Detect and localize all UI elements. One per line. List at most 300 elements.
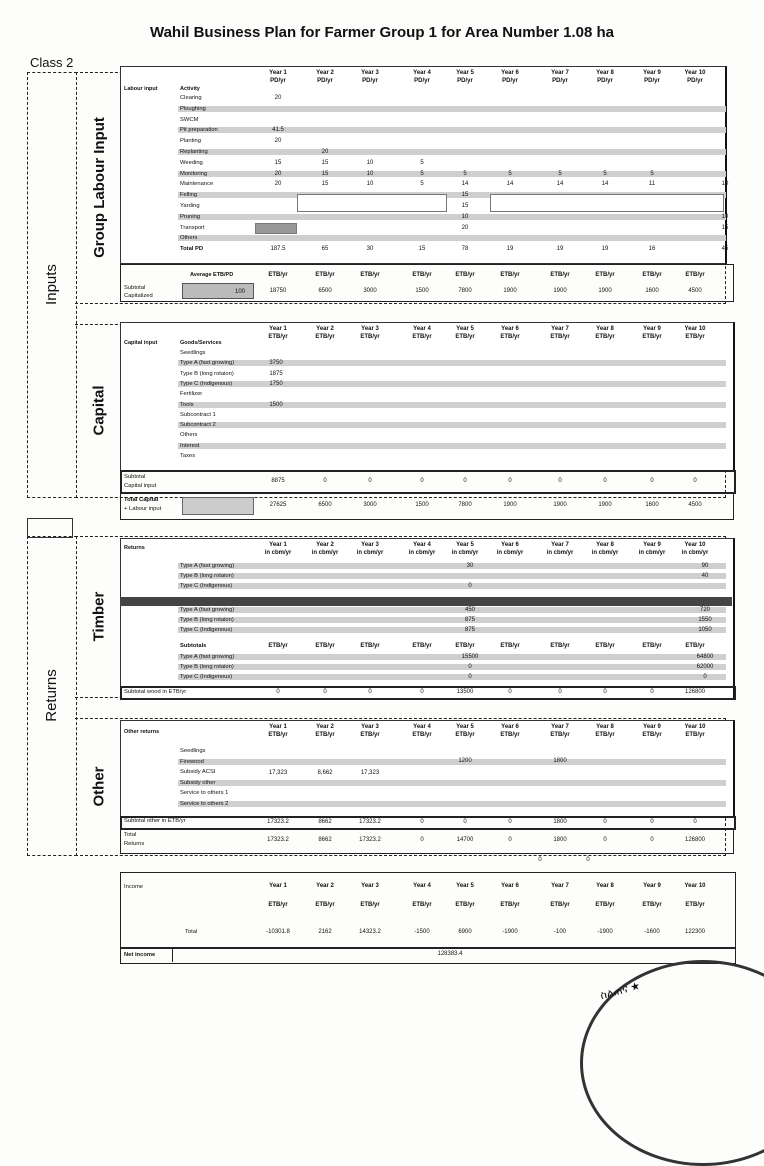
returns-label: Returns	[42, 668, 60, 722]
labour-cell: 10	[461, 213, 469, 220]
labour-row-band	[178, 235, 726, 241]
total-capital-shade	[182, 497, 254, 515]
net-income-box	[120, 948, 736, 964]
labour-cell: 5	[558, 170, 562, 177]
labour-capitalized-label: Capitalized	[124, 293, 153, 299]
labour-cell: 10	[366, 170, 374, 177]
year-header: Year 4	[413, 326, 431, 332]
year-header: Year 3	[361, 724, 379, 730]
timber-year10-cell: 64800	[696, 654, 714, 660]
year-header: Year 1	[269, 724, 287, 730]
year-unit: in cbm/yr	[451, 550, 479, 556]
timber-year10-cell: 62000	[696, 664, 714, 670]
other-subtotal-cell: 17323.2	[359, 819, 381, 825]
avg-label: Average ETB/PD	[190, 272, 234, 278]
timber-subtotal-cell: 0	[603, 689, 607, 695]
income-year-header: Year 6	[501, 883, 519, 889]
capital-subtotal-cell: 0	[508, 478, 512, 484]
capital-item-label: Fertilizer	[180, 391, 203, 398]
labour-cell: 20	[461, 224, 469, 231]
capital-subtotal-label: Subtotal	[124, 474, 146, 480]
year-unit: PD/yr	[552, 78, 568, 84]
year-header: Year 2	[316, 542, 334, 548]
capital-total-cell: 27625	[269, 502, 287, 508]
timber-year10-cell: 90	[701, 563, 709, 569]
avg-value: 100	[234, 289, 245, 295]
income-year-header: Year 9	[643, 883, 661, 889]
year-unit: PD/yr	[687, 78, 703, 84]
timber-etb-unit: ETB/yr	[268, 643, 288, 649]
marker-box	[27, 518, 73, 538]
year-header: Year 5	[456, 326, 474, 332]
capital-subtotal-cell: 0	[420, 478, 424, 484]
year-unit: ETB/yr	[642, 334, 662, 340]
subtotal-unit: ETB/yr	[595, 272, 615, 278]
year-header: Year 4	[413, 70, 431, 76]
year-header: Year 6	[501, 724, 519, 730]
year-header: Year 1	[269, 326, 287, 332]
capital-subtotal-cell: 0	[693, 478, 697, 484]
labour-cell: 5	[463, 170, 467, 177]
other-subtotal-label: Subtotal other in ETB/yr	[124, 818, 186, 824]
labour-cell: 15	[461, 203, 469, 209]
total-returns-label: Total	[124, 832, 137, 838]
timber-head-left: Returns	[124, 545, 145, 551]
timber-type-label: Type A (fast growing)	[180, 607, 235, 613]
capital-item-label: Subcontract 1	[180, 411, 216, 418]
year-unit: ETB/yr	[268, 732, 288, 738]
labour-subtotal-cell: 6500	[318, 288, 332, 294]
year-unit: in cbm/yr	[356, 550, 384, 556]
year-header: Year 4	[413, 724, 431, 730]
labour-cell: 15	[321, 170, 329, 177]
subtotal-unit: ETB/yr	[685, 272, 705, 278]
subtotal-unit: ETB/yr	[455, 272, 475, 278]
labour-subtotal-cell: 1900	[503, 288, 517, 294]
subtotal-unit: ETB/yr	[500, 272, 520, 278]
labour-cell: 19	[556, 246, 564, 253]
year-header: Year 8	[596, 542, 614, 548]
other-return-label: Firewood	[180, 758, 204, 765]
other-return-label: Service to others 2	[180, 800, 229, 807]
year-unit: PD/yr	[414, 78, 430, 84]
labour-cell: 5	[650, 170, 654, 177]
timber-etb-unit: ETB/yr	[685, 643, 705, 649]
year-unit: ETB/yr	[685, 732, 705, 738]
income-total-cell: -1600	[644, 929, 660, 935]
capital-row-band	[178, 422, 726, 428]
total-returns-cell: 14700	[456, 837, 474, 843]
year-unit: in cbm/yr	[546, 550, 574, 556]
capital-subtotal-cell: 0	[603, 478, 607, 484]
timber-year5-cell: 875	[464, 627, 475, 633]
labour-cell: 5	[508, 170, 512, 177]
total-returns-cell: 126800	[684, 837, 706, 843]
timber-year10-cell: 40	[701, 573, 709, 579]
income-year-header: Year 3	[361, 883, 379, 889]
year-unit: in cbm/yr	[496, 550, 524, 556]
net-income-value: 128383.4	[437, 951, 463, 957]
year-header: Year 8	[596, 70, 614, 76]
year-unit: PD/yr	[644, 78, 660, 84]
year-unit: ETB/yr	[455, 732, 475, 738]
timber-year5-cell: 450	[464, 607, 475, 613]
total-returns-cell: 17323.2	[267, 837, 289, 843]
year-unit: ETB/yr	[360, 732, 380, 738]
timber-subtotal-cell: 0	[650, 689, 654, 695]
year-unit: ETB/yr	[642, 732, 662, 738]
subtotal-unit: ETB/yr	[642, 272, 662, 278]
timber-subtotal-cell: 0	[323, 689, 327, 695]
labour-subtotal-cell: 18750	[269, 288, 287, 294]
year-header: Year 9	[643, 542, 661, 548]
inputs-label: Inputs	[42, 263, 60, 305]
timber-type-label: Type C (Indigenous)	[180, 627, 233, 633]
income-year-header: Year 10	[684, 883, 706, 889]
capital-subtotal-cell: 0	[463, 478, 467, 484]
labour-cell: 20	[274, 138, 282, 145]
capital-item-label: Type A (fast growing)	[180, 360, 235, 367]
income-total-cell: -10301.8	[266, 929, 290, 935]
capital-total-cell: 1900	[503, 502, 517, 508]
income-year-unit: ETB/yr	[268, 902, 288, 908]
year-header: Year 3	[361, 326, 379, 332]
total-returns-cell: 17323.2	[359, 837, 381, 843]
year-unit: ETB/yr	[595, 334, 615, 340]
timber-etb-unit: ETB/yr	[550, 643, 570, 649]
timber-etb-unit: ETB/yr	[595, 643, 615, 649]
page-title: Wahil Business Plan for Farmer Group 1 for Area Number 1.08 ha	[149, 24, 614, 41]
year-header: Year 10	[684, 542, 706, 548]
year-unit: ETB/yr	[412, 334, 432, 340]
net-income-label: Net income	[124, 952, 156, 958]
year-unit: ETB/yr	[412, 732, 432, 738]
income-total-cell: -100	[553, 929, 566, 935]
year-unit: ETB/yr	[500, 334, 520, 340]
timber-type-label: Type B (long rotaion)	[180, 664, 234, 670]
income-total-cell: 14323.2	[359, 929, 381, 935]
labour-cell: 5	[420, 159, 424, 166]
labour-activity-label: Pit preparation	[180, 127, 218, 134]
other-return-label: Subsidy ACSI	[180, 769, 216, 775]
other-subtotal-cell: 0	[650, 819, 654, 825]
total-returns-label2: Returns	[124, 841, 145, 847]
other-subtotal-cell: 17323.2	[267, 819, 289, 825]
income-year-unit: ETB/yr	[412, 902, 432, 908]
timber-subtotal-cell: 0	[558, 689, 562, 695]
capital-item-label: Interest	[180, 442, 200, 449]
timber-year5-cell: 30	[466, 563, 474, 569]
labour-activity-label: Weeding	[180, 159, 203, 166]
labour-cell: 10	[721, 181, 729, 188]
income-total-cell: 6900	[458, 929, 472, 935]
capital-item-label: Tools	[180, 401, 194, 408]
income-year-unit: ETB/yr	[455, 902, 475, 908]
firewood-year7: 1800	[553, 758, 567, 764]
income-year-unit: ETB/yr	[595, 902, 615, 908]
capital-section-label: Capital	[90, 384, 108, 436]
year-unit: PD/yr	[502, 78, 518, 84]
income-year-header: Year 1	[269, 883, 287, 889]
labour-subtotal-cell: 1900	[553, 288, 567, 294]
year-unit: ETB/yr	[550, 732, 570, 738]
income-total-cell: -1500	[414, 929, 430, 935]
labour-head-activity: Activity	[180, 86, 200, 92]
labour-cell: 14	[556, 181, 564, 188]
year-unit: ETB/yr	[500, 732, 520, 738]
labour-subtotal-cell: 1500	[415, 288, 429, 294]
year-header: Year 6	[501, 326, 519, 332]
labour-activity-label: Pruning	[180, 213, 200, 220]
below-value-2: 0	[586, 857, 590, 863]
year-header: Year 10	[684, 326, 706, 332]
capital-total-cell: 1900	[553, 502, 567, 508]
income-total-cell: 2162	[318, 929, 332, 935]
subsidy-cell: 17,323	[360, 770, 380, 776]
timber-type-label: Type C (Indigenous)	[180, 674, 233, 680]
total-returns-cell: 8662	[318, 837, 332, 843]
year-header: Year 7	[551, 542, 569, 548]
labour-subtotal-cell: 7800	[458, 288, 472, 294]
year-unit: PD/yr	[362, 78, 378, 84]
subtotal-unit: ETB/yr	[360, 272, 380, 278]
total-returns-cell: 0	[650, 837, 654, 843]
timber-year10-cell: 720	[699, 607, 710, 613]
year-header: Year 9	[643, 326, 661, 332]
other-subtotal-cell: 0	[508, 819, 512, 825]
labour-cell: 187.5	[270, 246, 286, 253]
year-header: Year 2	[316, 724, 334, 730]
labour-section-label: Group Labour Input	[90, 116, 108, 258]
year-header: Year 9	[643, 70, 661, 76]
labour-cell: 14	[601, 181, 609, 188]
class-label: Class 2	[30, 55, 74, 70]
year-header: Year 3	[361, 70, 379, 76]
other-subtotal-cell: 0	[603, 819, 607, 825]
capital-total-cell: 6500	[318, 502, 332, 508]
capital-row-band	[178, 443, 726, 449]
year-unit: PD/yr	[597, 78, 613, 84]
year-unit: ETB/yr	[455, 334, 475, 340]
capital-item-label: Others	[180, 432, 198, 439]
year-header: Year 7	[551, 724, 569, 730]
other-subtotal-cell: 0	[463, 819, 467, 825]
timber-etb-unit: ETB/yr	[360, 643, 380, 649]
year-unit: in cbm/yr	[638, 550, 666, 556]
capital-subtotal-cell: 0	[650, 478, 654, 484]
labour-input-label: + Labour input	[124, 506, 162, 512]
labour-cell: 15	[721, 224, 729, 231]
timber-year5-cell: 0	[468, 583, 472, 589]
year-header: Year 3	[361, 542, 379, 548]
labour-cell: 15	[321, 159, 329, 166]
timber-year5-cell: 0	[468, 674, 472, 680]
labour-cell: 30	[366, 246, 374, 253]
labour-cell: 11	[648, 181, 656, 188]
capital-item-label: Seedlings	[180, 350, 206, 356]
total-returns-cell: 0	[603, 837, 607, 843]
year-unit: PD/yr	[270, 78, 286, 84]
subtotal-unit: ETB/yr	[315, 272, 335, 278]
income-year-header: Year 7	[551, 883, 569, 889]
timber-year5-cell: 15500	[461, 654, 479, 660]
capital-total-cell: 4500	[688, 502, 702, 508]
labour-activity-label: SWCM	[180, 116, 199, 123]
timber-etb-unit: ETB/yr	[412, 643, 432, 649]
capital-subtotal-cell: 0	[323, 478, 327, 484]
income-total-cell: 122300	[684, 929, 706, 935]
labour-subtotal-cell: 1900	[598, 288, 612, 294]
labour-activity-label: Replanting	[180, 149, 208, 155]
labour-subtotal-cell: 3000	[363, 288, 377, 294]
labour-cell: 10	[366, 159, 374, 166]
labour-cell: 14	[506, 181, 514, 188]
timber-year10-cell: 1050	[698, 627, 712, 633]
timber-type-label: Type A (fast growing)	[180, 654, 235, 660]
year-unit: ETB/yr	[268, 334, 288, 340]
timber-subtotal-cell: 0	[508, 689, 512, 695]
other-return-label: Subsidy other	[180, 779, 216, 786]
labour-head-left: Labour input	[124, 86, 158, 92]
income-total-label: Total	[185, 929, 198, 935]
year-header: Year 10	[684, 70, 706, 76]
other-subtotal-cell: 0	[420, 819, 424, 825]
income-year-unit: ETB/yr	[642, 902, 662, 908]
labour-cell: 65	[321, 246, 329, 253]
total-returns-cell: 0	[508, 837, 512, 843]
timber-year5-cell: 875	[464, 617, 475, 623]
subsidy-cell: 8,662	[317, 770, 333, 776]
income-year-unit: ETB/yr	[315, 902, 335, 908]
labour-row-band	[178, 149, 726, 155]
income-label: Income	[124, 884, 144, 890]
capital-cell: 1750	[269, 380, 283, 387]
income-total-cell: -1900	[597, 929, 613, 935]
capital-total-cell: 1600	[645, 502, 659, 508]
timber-type-label: Type C (Indigenous)	[180, 583, 233, 589]
other-return-label: Seedlings	[180, 748, 206, 754]
year-unit: ETB/yr	[315, 334, 335, 340]
timber-year10-cell: 1550	[698, 617, 712, 623]
subtotal-unit: ETB/yr	[268, 272, 288, 278]
year-unit: in cbm/yr	[681, 550, 709, 556]
labour-cell: 5	[603, 170, 607, 177]
year-header: Year 9	[643, 724, 661, 730]
timber-row-band	[178, 573, 726, 579]
timber-etb-unit: ETB/yr	[642, 643, 662, 649]
capital-total-cell: 7800	[458, 502, 472, 508]
year-unit: PD/yr	[457, 78, 473, 84]
capital-subtotal-cell: 8875	[271, 478, 285, 484]
other-row-band	[178, 801, 726, 807]
labour-subtotal-cell: 1600	[645, 288, 659, 294]
labour-activity-label: Yarding	[180, 203, 200, 209]
labour-cell: 20	[321, 149, 329, 155]
labour-cell: 15	[418, 246, 426, 253]
income-year-unit: ETB/yr	[550, 902, 570, 908]
total-capital-label: Total Capital	[124, 497, 159, 503]
capital-cell: 1875	[269, 370, 283, 377]
year-unit: ETB/yr	[360, 334, 380, 340]
labour-cell: 5	[420, 170, 424, 177]
year-header: Year 10	[684, 724, 706, 730]
labour-activity-label: Total PD	[180, 246, 204, 253]
labour-cell: 15	[461, 192, 469, 199]
labour-activity-label: Monitoring	[180, 170, 208, 177]
labour-cell: 19	[506, 246, 514, 253]
labour-activity-label: Transport	[180, 224, 205, 231]
labour-activity-label: Others	[180, 235, 198, 242]
other-row-band	[178, 780, 726, 786]
capital-cell: 3750	[269, 360, 283, 367]
year-unit: in cbm/yr	[408, 550, 436, 556]
labour-subtotal-label: Subtotal	[124, 285, 146, 291]
timber-section-label: Timber	[90, 591, 108, 641]
labour-activity-label: Maintenance	[180, 181, 214, 188]
timber-dark-band	[120, 597, 732, 606]
timber-subtotals-label: Subtotals	[180, 643, 207, 649]
labour-activity-label: Clearing	[180, 95, 202, 101]
labour-cell: 20	[274, 95, 282, 101]
capital-total-cell: 1500	[415, 502, 429, 508]
subtotal-unit: ETB/yr	[412, 272, 432, 278]
year-header: Year 2	[316, 70, 334, 76]
labour-cell: 14	[461, 181, 469, 188]
other-head-left: Other returns	[124, 729, 160, 735]
year-unit: PD/yr	[317, 78, 333, 84]
labour-cell: 19	[601, 246, 609, 253]
year-unit: in cbm/yr	[311, 550, 339, 556]
year-header: Year 4	[413, 542, 431, 548]
other-subtotal-cell: 1800	[553, 819, 567, 825]
year-unit: in cbm/yr	[591, 550, 619, 556]
capital-subtotal-cell: 0	[368, 478, 372, 484]
labour-cell: 15	[274, 159, 282, 166]
income-year-header: Year 2	[316, 883, 334, 889]
income-year-unit: ETB/yr	[500, 902, 520, 908]
timber-type-label: Type A (fast growing)	[180, 563, 235, 569]
timber-type-label: Type B (long rotaion)	[180, 617, 234, 623]
year-header: Year 1	[269, 542, 287, 548]
timber-subtotal-cell: 0	[420, 689, 424, 695]
capital-subtotal-cell: 0	[558, 478, 562, 484]
total-returns-cell: 1800	[553, 837, 567, 843]
capital-item-label: Subcontract 2	[180, 422, 216, 429]
year-header: Year 5	[456, 542, 474, 548]
income-total-cell: -1900	[502, 929, 518, 935]
timber-etb-unit: ETB/yr	[500, 643, 520, 649]
income-year-header: Year 8	[596, 883, 614, 889]
below-value-1: 0	[538, 857, 542, 863]
labour-cell: 15	[321, 181, 329, 188]
labour-activity-label: Felling	[180, 192, 198, 199]
felling-blank-box	[297, 194, 447, 212]
year-header: Year 8	[596, 724, 614, 730]
labour-cell: 20	[274, 170, 282, 177]
other-subtotal-cell: 0	[693, 819, 697, 825]
income-year-unit: ETB/yr	[685, 902, 705, 908]
capital-head-left: Capital input	[124, 340, 158, 346]
total-returns-cell: 0	[420, 837, 424, 843]
year-unit: ETB/yr	[685, 334, 705, 340]
year-header: Year 5	[456, 70, 474, 76]
timber-etb-unit: ETB/yr	[315, 643, 335, 649]
labour-cell: 45	[721, 246, 729, 253]
subsidy-cell: 17,323	[268, 770, 288, 776]
timber-type-label: Type B (long rotaion)	[180, 573, 234, 579]
year-header: Year 7	[551, 70, 569, 76]
labour-cell: 10	[721, 213, 729, 220]
